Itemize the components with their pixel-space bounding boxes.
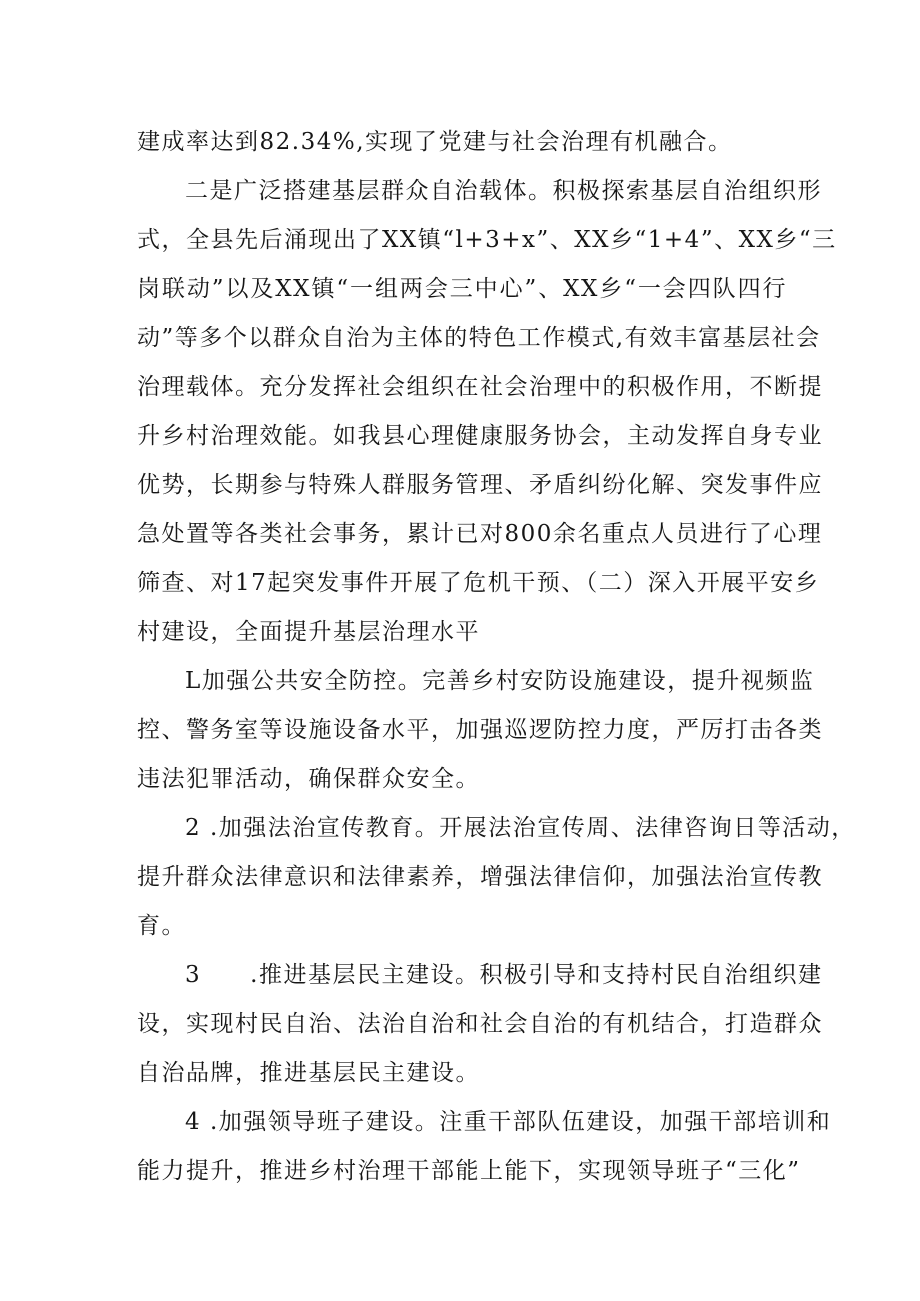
paragraph-line: 自治品牌，推进基层民主建设。 bbox=[137, 1060, 480, 1086]
paragraph-line: 2 .加强法治宣传教育。开展法治宣传周、法律咨询日等活动， bbox=[185, 815, 856, 841]
paragraph-line: 动”等多个以群众自治为主体的特色工作模式,有效丰富基层社会 bbox=[137, 325, 821, 351]
paragraph-line: L加强公共安全防控。完善乡村安防设施建设，提升视频监 bbox=[185, 668, 815, 694]
paragraph-line: 二是广泛搭建基层群众自治载体。积极探索基层自治组织形 bbox=[185, 178, 822, 204]
paragraph-line: 控、警务室等设施设备水平，加强巡逻防控力度，严厉打击各类 bbox=[137, 717, 823, 743]
paragraph-line: 提升群众法律意识和法律素养，增强法律信仰，加强法治宣传教 bbox=[137, 864, 823, 890]
paragraph-line: 急处置等各类社会事务，累计已对800余名重点人员进行了心理 bbox=[137, 521, 823, 547]
paragraph-line: 4 .加强领导班子建设。注重干部队伍建设，加强干部培训和 bbox=[185, 1109, 832, 1135]
paragraph-line: 3 .推进基层民主建设。积极引导和支持村民自治组织建 bbox=[185, 962, 823, 988]
paragraph-line: 优势，长期参与特殊人群服务管理、矛盾纠纷化解、突发事件应 bbox=[137, 472, 823, 498]
paragraph-line: 能力提升，推进乡村治理干部能上能下，实现领导班子“三化” bbox=[137, 1158, 801, 1184]
paragraph-line: 设，实现村民自治、法治自治和社会自治的有机结合，打造群众 bbox=[137, 1011, 823, 1037]
paragraph-line: 筛查、对17起突发事件开展了危机干预、（二）深入开展平安乡 bbox=[137, 570, 820, 596]
paragraph-line: 式，全县先后涌现出了XX镇“l+3+x”、XX乡“1+4”、XX乡“三 bbox=[137, 227, 837, 253]
paragraph-line: 岗联动”以及XX镇“一组两会三中心”、XX乡“一会四队四行 bbox=[137, 276, 787, 302]
paragraph-line: 育。 bbox=[137, 913, 186, 939]
paragraph-line: 村建设，全面提升基层治理水平 bbox=[137, 619, 480, 645]
paragraph-line: 违法犯罪活动，确保群众安全。 bbox=[137, 766, 480, 792]
paragraph-line: 建成率达到82.34%,实现了党建与社会治理有机融合。 bbox=[137, 129, 733, 155]
paragraph-line: 治理载体。充分发挥社会组织在社会治理中的积极作用，不断提 bbox=[137, 374, 823, 400]
paragraph-line: 升乡村治理效能。如我县心理健康服务协会，主动发挥自身专业 bbox=[137, 423, 823, 449]
